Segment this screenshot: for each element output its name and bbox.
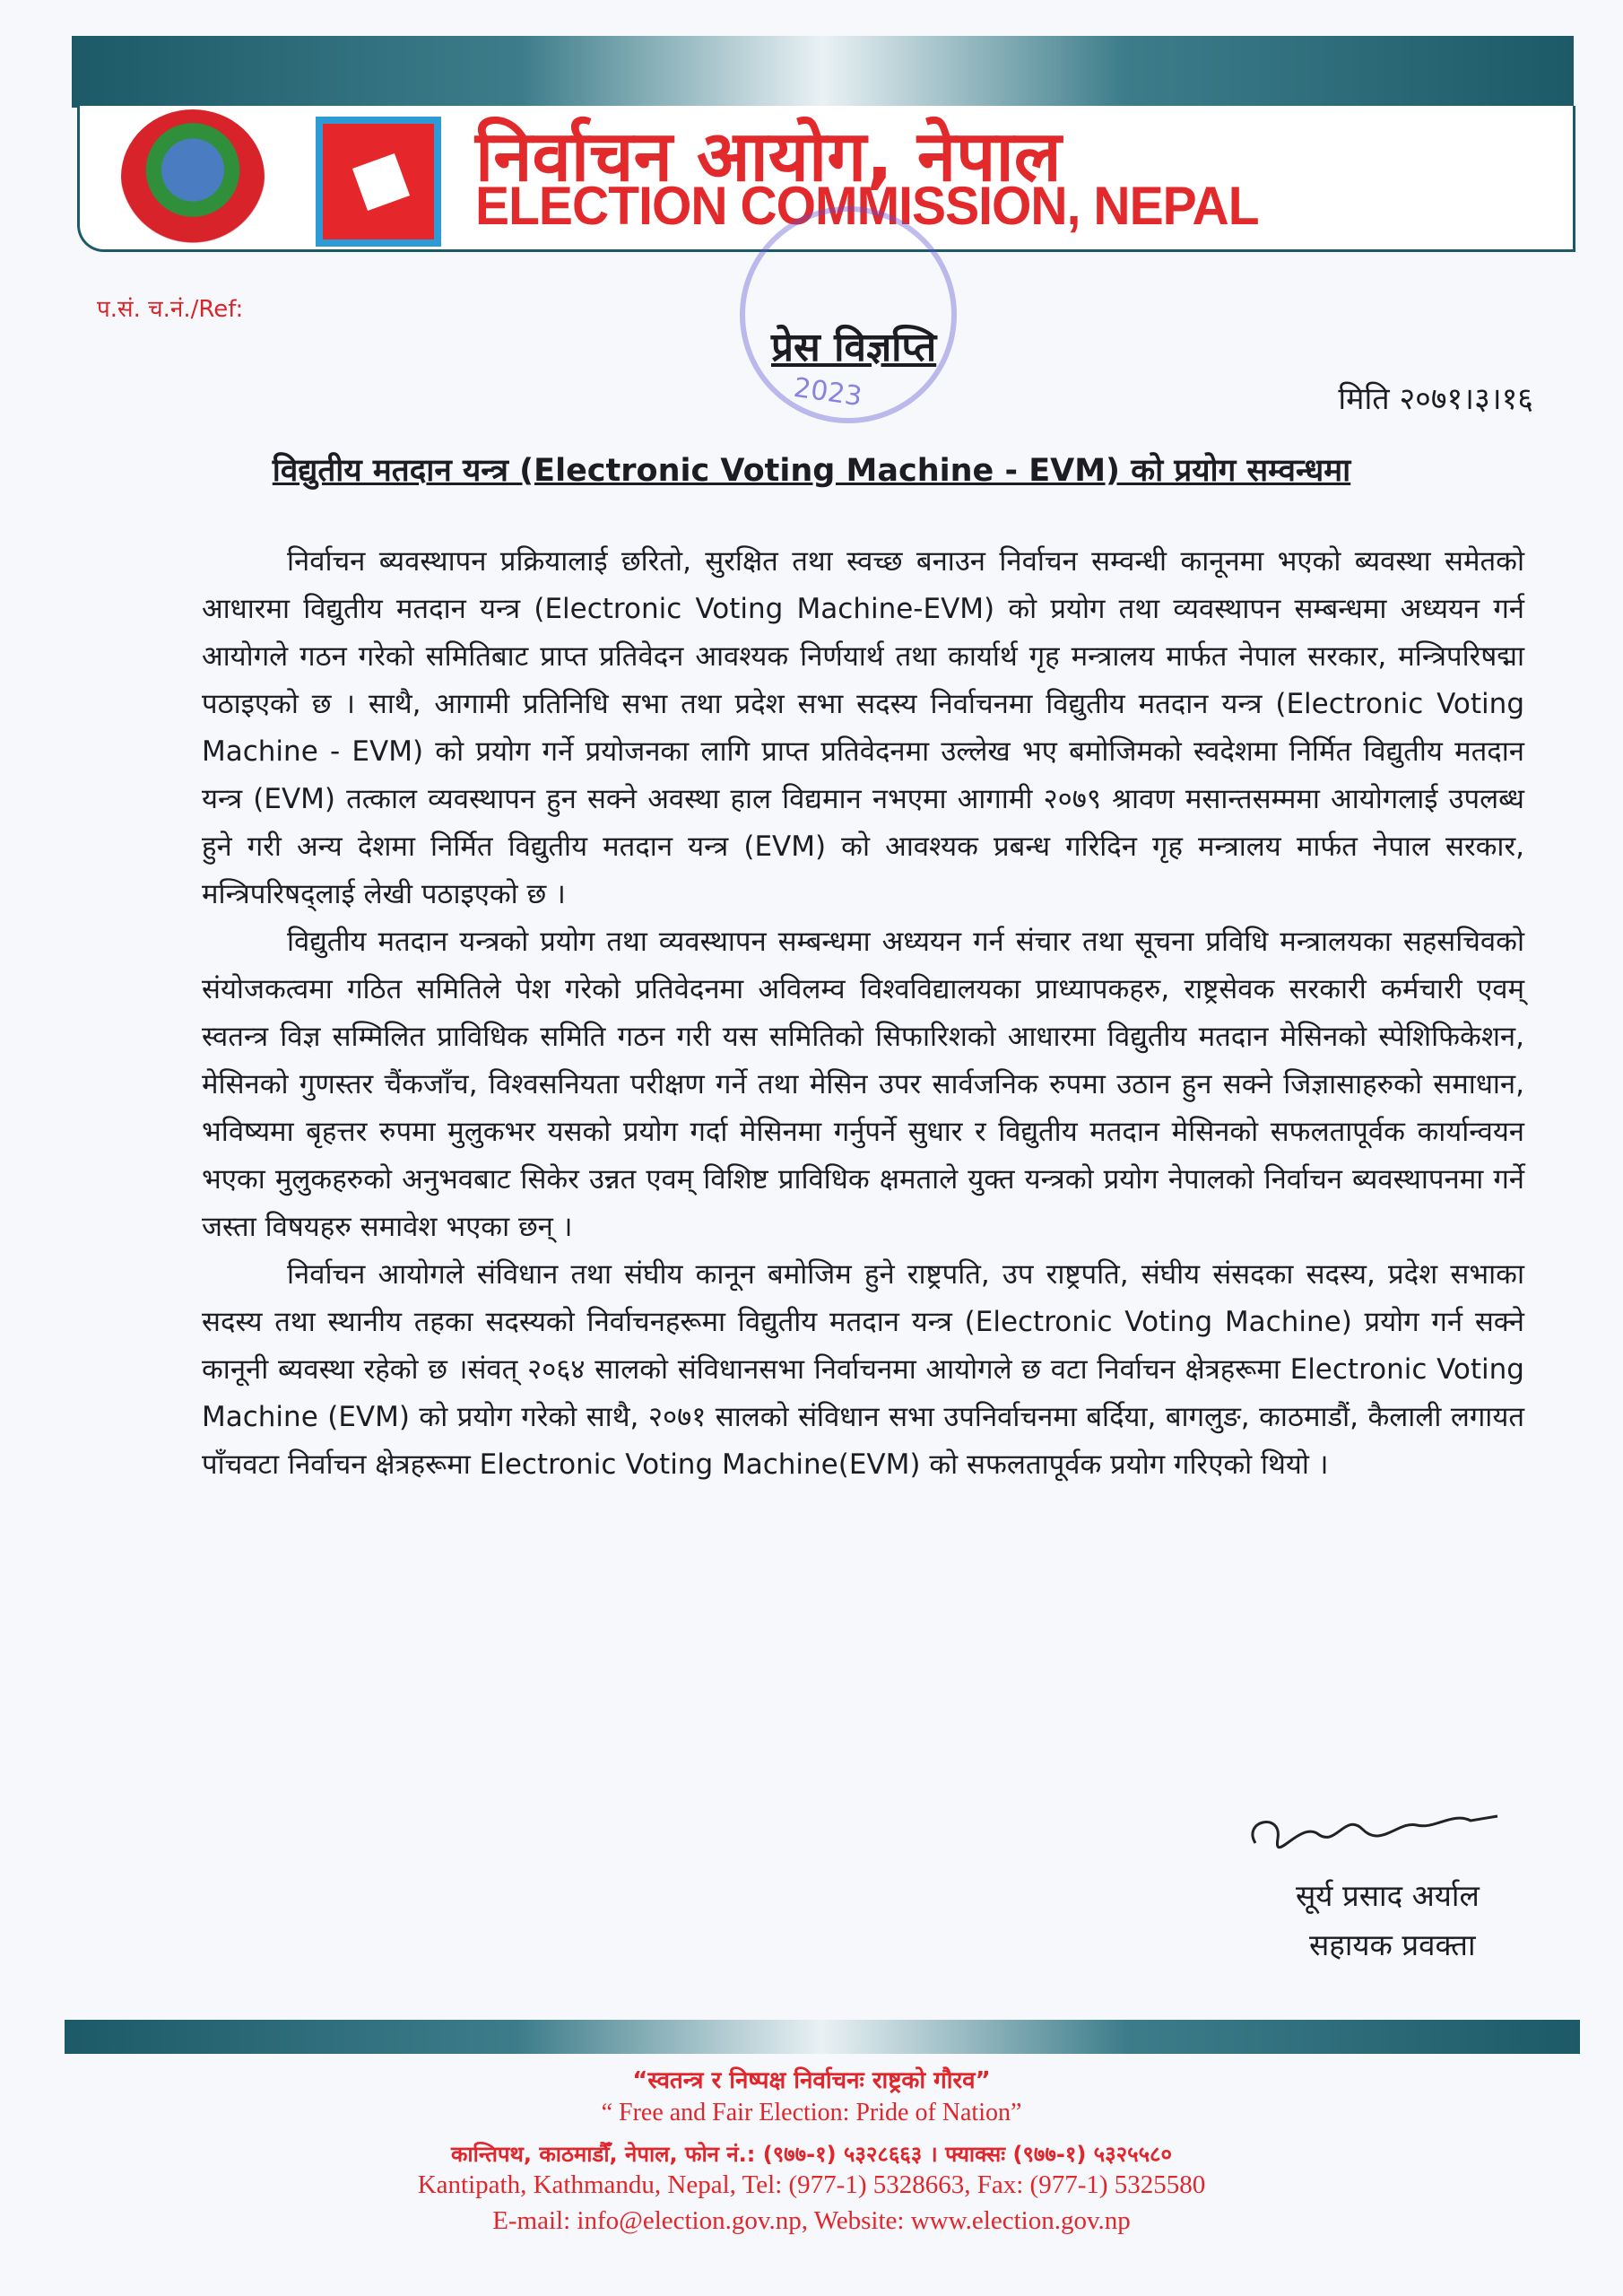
body-paragraph: विद्युतीय मतदान यन्त्रको प्रयोग तथा व्यवस्थापन सम्बन्धमा अध्ययन गर्न संचार तथा सूचना प्रविधि मन्त्रालयका सहसचिवको संयोजकत्वमा गठित समितिले पेश गरेको प्रतिवेदनमा अविलम्व विश्वविद्यालयका प्राध्यापकहरु, राष्ट्रसेवक सरकारी कर्मचारी एवम् स्वतन्त्र विज्ञ सम्मिलित प्राविधिक समिति गठन गरी यस समितिको सिफारिशको आधारमा विद्युतीय मतदान मेसिनको स्पेशिफिकेशन, मेसिनको गुणस्तर चैंकजाँच, विश्वसनियता परीक्षण गर्ने तथा मेसिन उपर सार्वजनिक रुपमा उठान हुन सक्ने जिज्ञासाहरुको समाधान, भविष्यमा बृहत्तर रुपमा मुलुकभर यसको प्रयोग गर्दा मेसिनमा गर्नुपर्ने सुधार र विद्युतीय मतदान मेसिनको सफलतापूर्वक कार्यान्वयन भएका मुलुकहरुको अनुभवबाट सिकेर उन्नत एवम् विशिष्ट प्राविधिक क्षमताले युक्त यन्त्रको प्रयोग नेपालको निर्वाचन ब्यवस्थापनमा गर्ने जस्ता विषयहरु समावेश भएका छन् । — [202, 926, 1524, 1243]
signature-icon — [1237, 1794, 1506, 1866]
footer-band — [65, 2020, 1580, 2054]
stamp-year: 2023 — [791, 371, 864, 413]
footer-motto-english: “ Free and Fair Election: Pride of Nation” — [601, 2099, 1022, 2126]
document-heading: प्रेस विज्ञप्ति — [771, 325, 937, 370]
body-paragraph: निर्वाचन ब्यवस्थापन प्रक्रियालाई छरितो, सुरक्षित तथा स्वच्छ बनाउन निर्वाचन सम्वन्धी कानूनमा भएको ब्यवस्था समेतको आधारमा विद्युतीय मतदान यन्त्र (Electronic Voting Machine-EVM) को प्रयोग तथा व्यवस्थापन सम्बन्धमा अध्ययन गर्न आयोगले गठन गरेको समितिबाट प्राप्त प्रतिवेदन आवश्यक निर्णयार्थ तथा कार्यार्थ गृह मन्त्रालय मार्फत नेपाल सरकार, मन्त्रिपरिषद्मा पठाइएको छ । साथै, आगामी प्रतिनिधि सभा तथा प्रदेश सभा सदस्य निर्वाचनमा विद्युतीय मतदान यन्त्र (Electronic Voting Machine - EVM) को प्रयोग गर्ने प्रयोजनका लागि प्राप्त प्रतिवेदनमा उल्लेख भए बमोजिमको स्वदेशमा निर्मित विद्युतीय मतदान यन्त्र (EVM) तत्काल व्यवस्थापन हुन सक्ने अवस्था हाल विद्यमान नभएमा आगामी २०७९ श्रावण मसान्तसम्ममा आयोगलाई उपलब्ध हुने गरी अन्य देशमा निर्मित विद्युतीय मतदान यन्त्र (EVM) को आवश्यक प्रबन्ध गरिदिन गृह मन्त्रालय मार्फत नेपाल सरकार, मन्त्रिपरिषद्लाई लेखी पठाइएको छ । — [202, 545, 1524, 910]
document-date: मिति २०७१।३।१६ — [1338, 381, 1533, 417]
header-band — [72, 36, 1574, 108]
signatory-title: सहायक प्रवक्ता — [1309, 1927, 1476, 1962]
letterhead-title-english: ELECTION COMMISSION, NEPAL — [475, 176, 1259, 236]
footer-address-english: Kantipath, Kathmandu, Nepal, Tel: (977-1) 5328663, Fax: (977-1) 5325580 — [417, 2170, 1206, 2199]
signatory-name: सूर्य प्रसाद अर्याल — [1296, 1878, 1480, 1913]
footer-motto-nepali: “स्वतन्त्र र निष्पक्ष निर्वाचनः राष्ट्रको गौरव” — [632, 2067, 991, 2094]
document-body — [202, 538, 1524, 1489]
footer-contact: E-mail: info@election.gov.np, Website: www.election.gov.np — [492, 2206, 1131, 2235]
election-commission-logo-icon — [316, 117, 441, 247]
reference-label: प.सं. च.नं./Ref: — [97, 296, 244, 323]
footer-address-nepali: कान्तिपथ, काठमाडौँ, नेपाल, फोन नं.: (९७७-१) ५३२८६६३ । फ्याक्सः (९७७-१) ५३२५५८० — [450, 2142, 1173, 2167]
document-subject: विद्युतीय मतदान यन्त्र (Electronic Voting Machine - EVM) को प्रयोग सम्वन्धमा — [272, 453, 1351, 489]
nepal-emblem-icon — [121, 109, 265, 244]
letterhead-title-nepali: निर्वाचन आयोग, नेपाल — [475, 117, 1062, 197]
body-paragraph: निर्वाचन आयोगले संविधान तथा संघीय कानून बमोजिम हुने राष्ट्रपति, उप राष्ट्रपति, संघीय संसदका सदस्य, प्रदेश सभाका सदस्य तथा स्थानीय तहका सदस्यको निर्वाचनहरूमा विद्युतीय मतदान यन्त्र (Electronic Voting Machine) प्रयोग गर्न सक्ने कानूनी ब्यवस्था रहेको छ ।संवत् २०६४ सालको संविधानसभा निर्वाचनमा आयोगले छ वटा निर्वाचन क्षेत्रहरूमा Electronic Voting Machine (EVM) को प्रयोग गरेको साथै, २०७१ सालको संविधान सभा उपनिर्वाचनमा बर्दिया, बागलुङ, काठमाडौं, कैलाली लगायत पाँचवटा निर्वाचन क्षेत्रहरूमा Electronic Voting Machine(EVM) को सफलतापूर्वक प्रयोग गरिएको थियो । — [202, 1258, 1524, 1481]
